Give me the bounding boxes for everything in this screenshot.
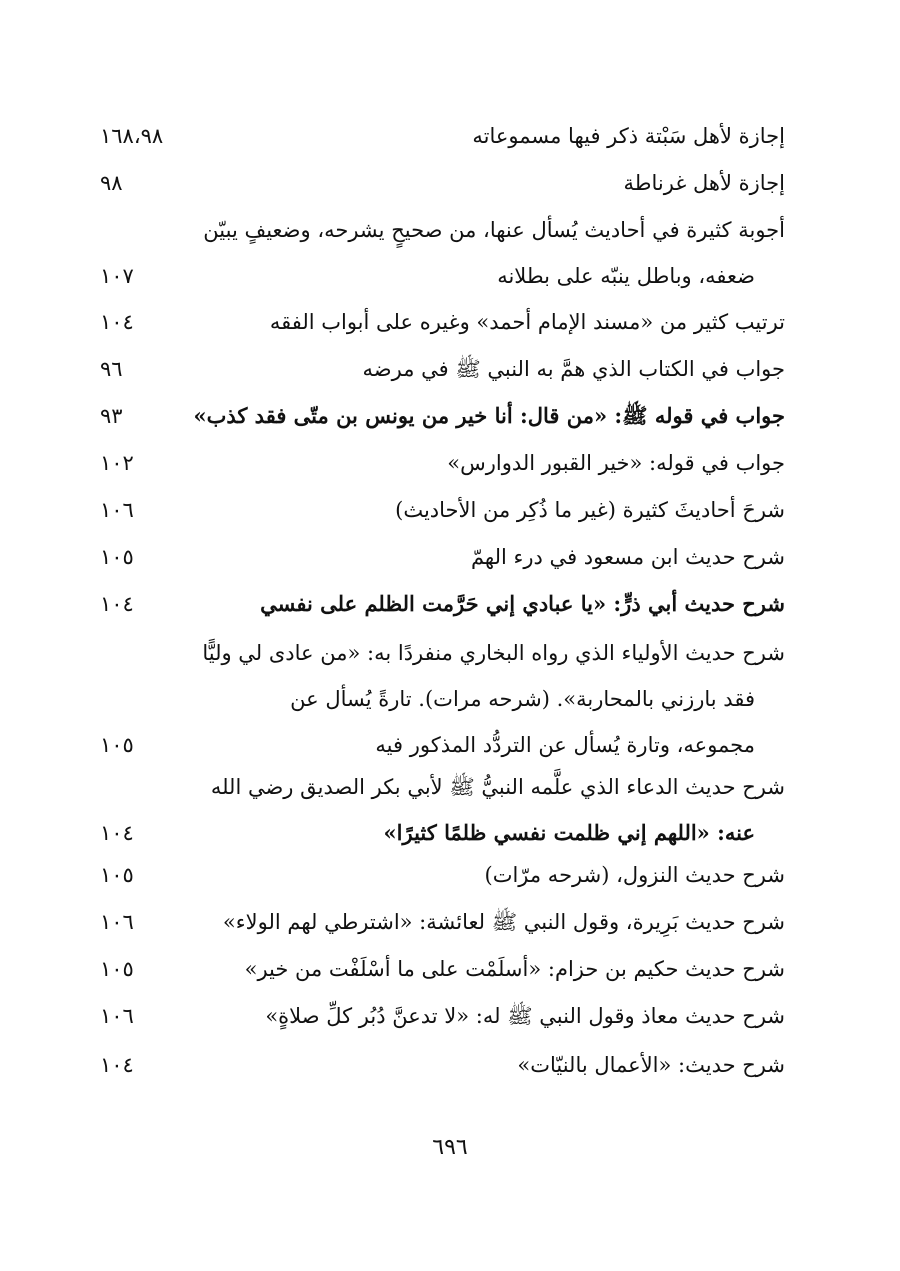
entry-text: شرح حديث: «الأعمال بالنيّات» xyxy=(517,1053,785,1077)
entry-text: شرح حديث الدعاء الذي علَّمه النبيُّ ﷺ لأبي بكر الصديق رضي الله xyxy=(210,775,785,799)
entry-text: جواب في قوله: «خير القبور الدوارس» xyxy=(447,451,785,475)
index-entry xyxy=(100,764,785,856)
page-numbers: ١٠٥ xyxy=(100,545,134,569)
entry-text-continued: مجموعه، وتارة يُسأل عن التردُّد المذكور فيه xyxy=(375,733,755,757)
page-numbers: ١٠٤ xyxy=(100,310,134,334)
index-entry xyxy=(100,207,785,299)
page-numbers: ١٠٤ xyxy=(100,821,134,845)
index-entry xyxy=(100,946,785,992)
page-number-footer: ٦٩٦ xyxy=(432,1135,468,1160)
entry-text-continued: ضعفه، وباطل ينبّه على بطلانه xyxy=(497,264,755,288)
entry-text-continued: عنه: «اللهم إني ظلمت نفسي ظلمًا كثيرًا» xyxy=(383,820,755,845)
index-entry xyxy=(100,160,785,206)
entry-text: شرح حديث النزول، (شرحه مرّات) xyxy=(484,863,785,887)
index-entry xyxy=(100,346,785,392)
index-entry xyxy=(100,487,785,533)
index-entry xyxy=(100,581,785,627)
page-numbers: ١٠٥ xyxy=(100,733,134,757)
index-entry xyxy=(100,113,785,159)
page-numbers: ١٠٧ xyxy=(100,264,134,288)
page-numbers: ٩٣ xyxy=(100,404,123,428)
entry-text: شرح حديث بَرِيرة، وقول النبي ﷺ لعائشة: «اشترطي لهم الولاء» xyxy=(222,910,785,934)
entry-text-continued: فقد بارزني بالمحاربة». (شرحه مرات). تارةً يُسأل عن xyxy=(290,687,755,711)
entry-text: ترتيب كثير من «مسند الإمام أحمد» وغيره على أبواب الفقه xyxy=(269,310,785,334)
index-entry xyxy=(100,899,785,945)
page-numbers: ٩٨ xyxy=(100,171,123,195)
page-numbers: ١٠٢ xyxy=(100,451,134,475)
entry-text: جواب في الكتاب الذي همَّ به النبي ﷺ في مرضه xyxy=(362,357,785,381)
page-numbers: ١٦٨،٩٨ xyxy=(100,124,164,148)
entry-text: شرح حديث الأولياء الذي رواه البخاري منفردًا به: «من عادى لي وليًّا xyxy=(202,641,785,665)
index-entry xyxy=(100,630,785,768)
index-entry xyxy=(100,440,785,486)
entry-text: شرح حديث معاذ وقول النبي ﷺ له: «لا تدعنَّ دُبُر كلِّ صلاةٍ» xyxy=(265,1004,785,1028)
page-numbers: ١٠٦ xyxy=(100,498,134,522)
index-entry xyxy=(100,393,785,439)
entry-text: إجازة لأهل سَبْتة ذكر فيها مسموعاته xyxy=(472,124,785,148)
index-entry xyxy=(100,534,785,580)
index-entry xyxy=(100,852,785,898)
entry-text: شرح حديث ابن مسعود في درء الهمّ xyxy=(470,545,785,569)
page-numbers: ٩٦ xyxy=(100,357,123,381)
page-numbers: ١٠٤ xyxy=(100,592,134,616)
page-numbers: ١٠٥ xyxy=(100,863,134,887)
entry-text: أجوبة كثيرة في أحاديث يُسأل عنها، من صحيحٍ يشرحه، وضعيفٍ يبيّن xyxy=(203,218,785,242)
page-numbers: ١٠٥ xyxy=(100,957,134,981)
entry-text: إجازة لأهل غرناطة xyxy=(623,171,785,195)
page-numbers: ١٠٦ xyxy=(100,1004,134,1028)
entry-text: شرحَ أحاديثَ كثيرة (غير ما ذُكِر من الأحاديث) xyxy=(395,498,785,522)
entry-text: جواب في قوله ﷺ: «من قال: أنا خير من يونس بن متّى فقد كذب» xyxy=(193,403,785,428)
page-numbers: ١٠٦ xyxy=(100,910,134,934)
index-entry xyxy=(100,993,785,1039)
entry-text: شرح حديث أبي ذرٍّ: «يا عبادي إني حَرَّمت الظلم على نفسي xyxy=(260,591,785,616)
index-entry xyxy=(100,1042,785,1088)
entry-text: شرح حديث حكيم بن حزام: «أسلَمْت على ما أسْلَفْت من خير» xyxy=(244,957,785,981)
page-numbers: ١٠٤ xyxy=(100,1053,134,1077)
index-entry xyxy=(100,299,785,345)
